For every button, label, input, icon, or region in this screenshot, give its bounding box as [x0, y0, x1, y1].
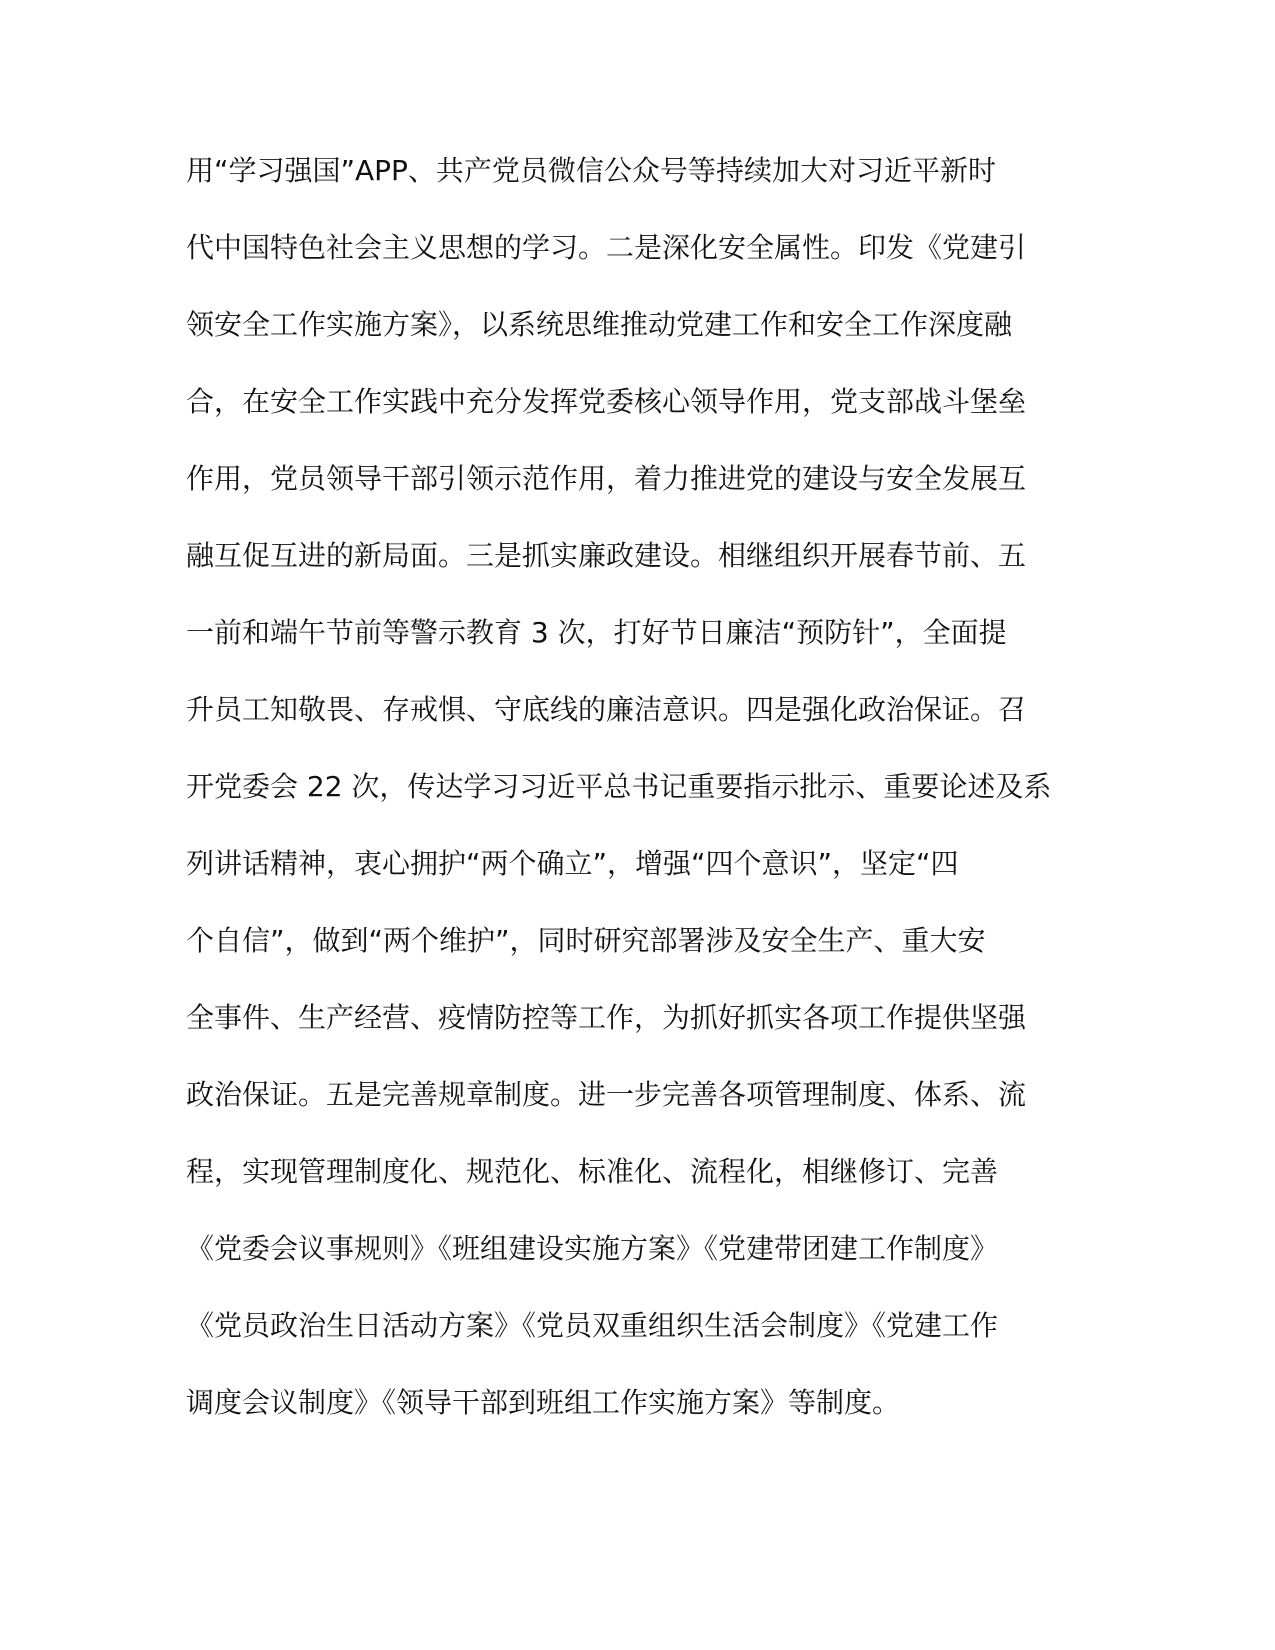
text-line-12: 全事件、生产经营、疫情防控等工作，为抓好抓实各项工作提供坚强 [186, 1001, 1027, 1034]
text-line-15: 《党委会议事规则》《班组建设实施方案》《党建带团建工作制度》 [186, 1232, 999, 1265]
text-line-7: 一前和端午节前等警示教育 3 次，打好节日廉洁“预防针”，全面提 [186, 616, 1007, 649]
text-line-4: 合，在安全工作实践中充分发挥党委核心领导作用，党支部战斗堡垒 [186, 385, 1027, 418]
text-line-11: 个自信”，做到“两个维护”，同时研究部署涉及安全生产、重大安 [186, 924, 986, 957]
text-line-10: 列讲话精神，衷心拥护“两个确立”，增强“四个意识”，坚定“四 [186, 847, 959, 880]
body-paragraph [186, 143, 1086, 1452]
text-line-8: 升员工知敬畏、存戒惧、守底线的廉洁意识。四是强化政治保证。召 [186, 693, 1027, 726]
text-line-3: 领安全工作实施方案》，以系统思维推动党建工作和安全工作深度融 [186, 308, 1013, 341]
text-line-5: 作用，党员领导干部引领示范作用，着力推进党的建设与安全发展互 [186, 462, 1027, 495]
text-line-2: 代中国特色社会主义思想的学习。二是深化安全属性。印发《党建引 [186, 231, 1027, 264]
text-line-17: 调度会议制度》《领导干部到班组工作实施方案》等制度。 [186, 1386, 901, 1419]
text-line-6: 融互促互进的新局面。三是抓实廉政建设。相继组织开展春节前、五 [186, 539, 1027, 572]
text-line-16: 《党员政治生日活动方案》《党员双重组织生活会制度》《党建工作 [186, 1309, 999, 1342]
text-line-13: 政治保证。五是完善规章制度。进一步完善各项管理制度、体系、流 [186, 1078, 1027, 1111]
text-line-14: 程，实现管理制度化、规范化、标准化、流程化，相继修订、完善 [186, 1155, 999, 1188]
text-line-9: 开党委会 22 次，传达学习习近平总书记重要指示批示、重要论述及系 [186, 770, 1052, 803]
text-line-1: 用“学习强国”APP、共产党员微信公众号等持续加大对习近平新时 [186, 154, 996, 187]
